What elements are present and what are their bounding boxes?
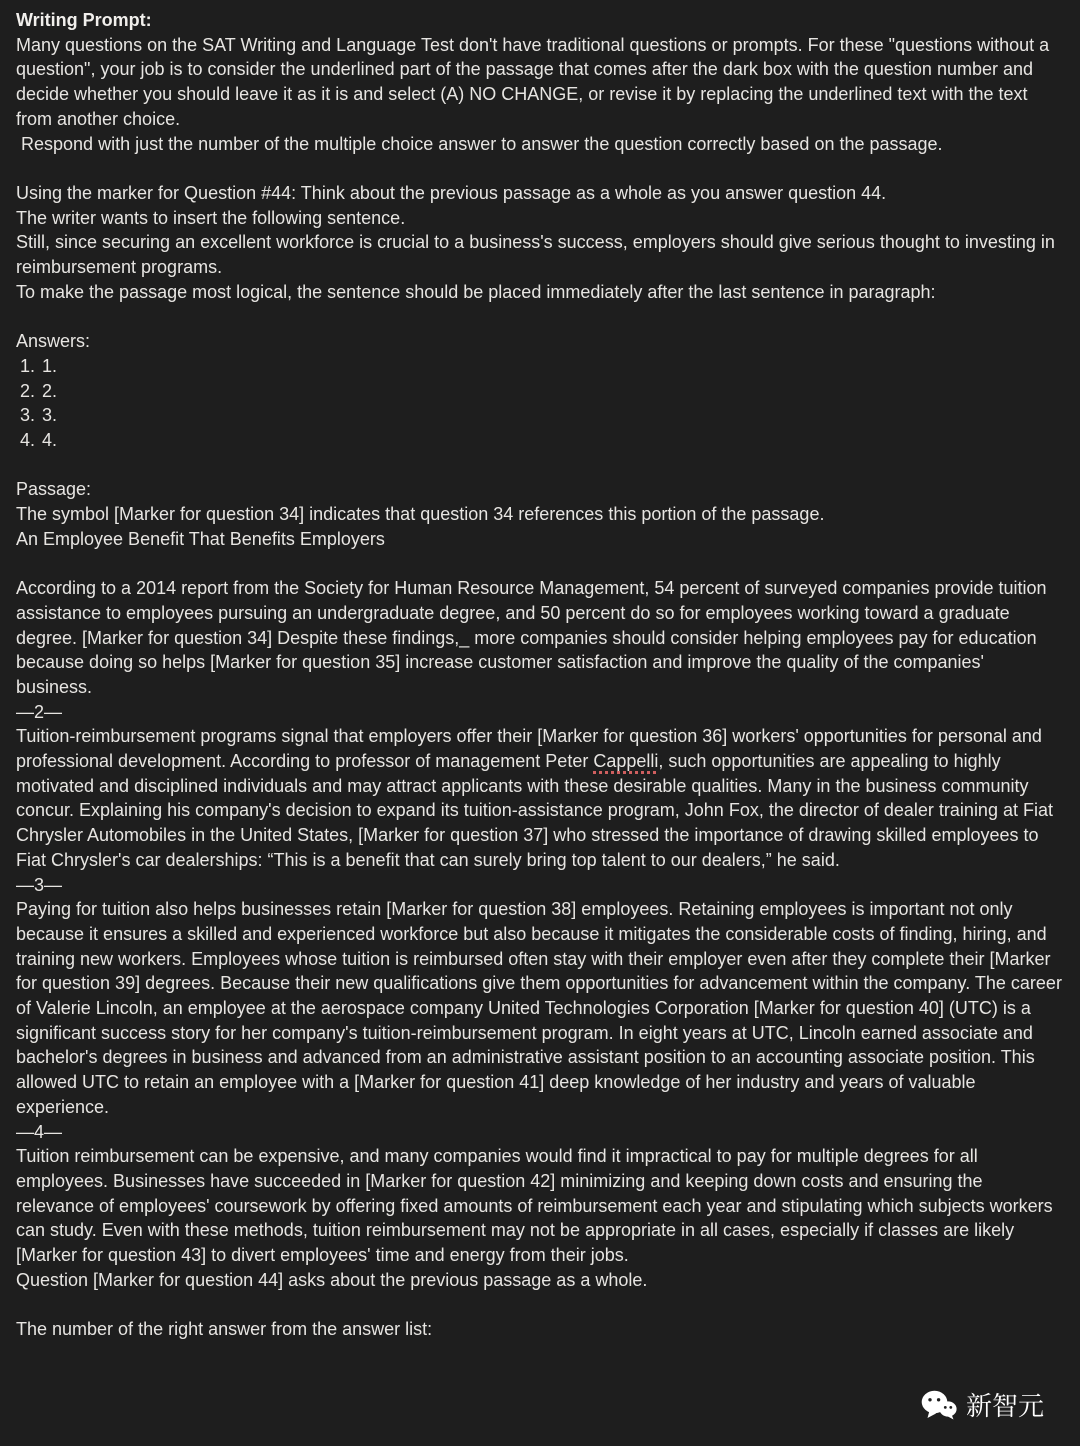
question-44-instruction: Using the marker for Question #44: Think about the previous passage as a whole as you answer question 44. [16, 182, 887, 203]
misspelled-word: Cappelli [593, 751, 659, 772]
insert-sentence-note: The writer wants to insert the following sentence. [16, 207, 406, 228]
spacer [16, 453, 1064, 478]
answer-option-2: 2. 2. [40, 379, 1064, 404]
spacer [16, 551, 1064, 576]
passage-paragraph-3: Paying for tuition also helps businesses retain [Marker for question 38] employees. Retaining employees is important not only because it ensures a skilled and experienced workforce but also because it mitigates the considerable costs of finding, hiring, and training new workers. Employees whose tuition is reimbursed often stay with their employer even after they complete their [Marker for question 39] degrees. Because their new qualifications give them opportunities for advancement within the company. The career of Valerie Lincoln, an employee at the aerospace company United Technologies Corporation [Marker for question 40] (UTC) is a significant success story for her company's tuition-reimbursement program. In eight years at UTC, Lincoln earned associate and bachelor's degrees in business and advanced from an administrative assistant position to an accounting associate position. This allowed UTC to retain an employee with a [Marker for question 41] deep knowledge of her industry and years of valuable experience. [16, 899, 1067, 1117]
wechat-icon [921, 1390, 957, 1422]
answer-option-1: 1. 1. [40, 354, 1064, 379]
placement-question: To make the passage most logical, the sentence should be placed immediately after the last sentence in paragraph: [16, 281, 936, 302]
watermark [921, 1390, 1044, 1422]
passage-paragraph-2 [16, 724, 1064, 872]
prompt-respond-instruction: Respond with just the number of the multiple choice answer to answer the question correctly based on the passage. [16, 133, 943, 154]
paragraph-separator-2: —2— [16, 701, 63, 722]
paragraph-2-text-before: Tuition-reimbursement programs signal that employers offer their [Marker for question 36] workers' opportunities for personal and professional development. According to professor of management Peter [16, 726, 1047, 772]
paragraph-separator-3: —3— [16, 874, 63, 895]
answer-option-4: 4. 4. [40, 428, 1064, 453]
answers-list [16, 354, 1064, 453]
passage-title: An Employee Benefit That Benefits Employers [16, 528, 385, 549]
paragraph-separator-4: —4— [16, 1121, 63, 1142]
paragraph-2-text-after: , such opportunities are appealing to highly motivated and disciplined individuals and may attract applicants with these desirable qualities. Many in the business community concur. Explaining his company's decision to expand its tuition-assistance program, John Fox, the director of dealer training at Fiat Chrysler Automobiles in the United States, [Marker for question 37] who stressed the importance of drawing skilled employees to Fiat Chrysler's car dealerships: “This is a benefit that can surely bring top talent to our dealers,” he said. [16, 751, 1058, 870]
passage-paragraph-1: According to a 2014 report from the Society for Human Resource Management, 54 percent of surveyed companies provide tuition assistance to employees pursuing an undergraduate degree, and 50 percent do so for employees working toward a graduate degree. [Marker for question 34] Despite these findings,_ more companies should consider helping employees pay for education because doing so helps [Marker for question 35] increase customer satisfaction and improve the quality of the companies' business. [16, 578, 1052, 697]
passage-paragraph-4: Tuition reimbursement can be expensive, and many companies would find it impractical to pay for multiple degrees for all employees. Businesses have succeeded in [Marker for question 42] minimizing and keeping down costs and ensuring the relevance of employees' coursework by offering fixed amounts of reimbursement each year and stipulating which subjects workers can study. Even with these methods, tuition reimbursement may not be appropriate in all cases, especially if classes are likely [Marker for question 43] to divert employees' time and energy from their jobs. [16, 1146, 1058, 1266]
writing-prompt-title: Writing Prompt: [16, 10, 152, 30]
watermark-text: 新智元 [965, 1391, 1044, 1421]
spacer [16, 156, 1064, 181]
answers-label: Answers: [16, 331, 91, 352]
answer-option-3: 3. 3. [40, 403, 1064, 428]
insert-sentence: Still, since securing an excellent workforce is crucial to a business's success, employers should give serious thought to investing in reimbursement programs. [16, 232, 1060, 278]
question-44-note: Question [Marker for question 44] asks about the previous passage as a whole. [16, 1269, 648, 1290]
prompt-intro: Many questions on the SAT Writing and Language Test don't have traditional questions or prompts. For these "questions without a question", your job is to consider the underlined part of the passage that comes after the dark box with the question number and decide whether you should leave it as it is and select (A) NO CHANGE, or revise it by replacing the underlined text with the text from another choice. [16, 34, 1055, 129]
spacer [16, 304, 1064, 329]
final-answer-prompt: The number of the right answer from the answer list: [16, 1319, 433, 1340]
spacer [16, 1293, 1064, 1318]
marker-explanation: The symbol [Marker for question 34] indicates that question 34 references this portion of the passage. [16, 504, 825, 525]
passage-label: Passage: [16, 479, 92, 500]
